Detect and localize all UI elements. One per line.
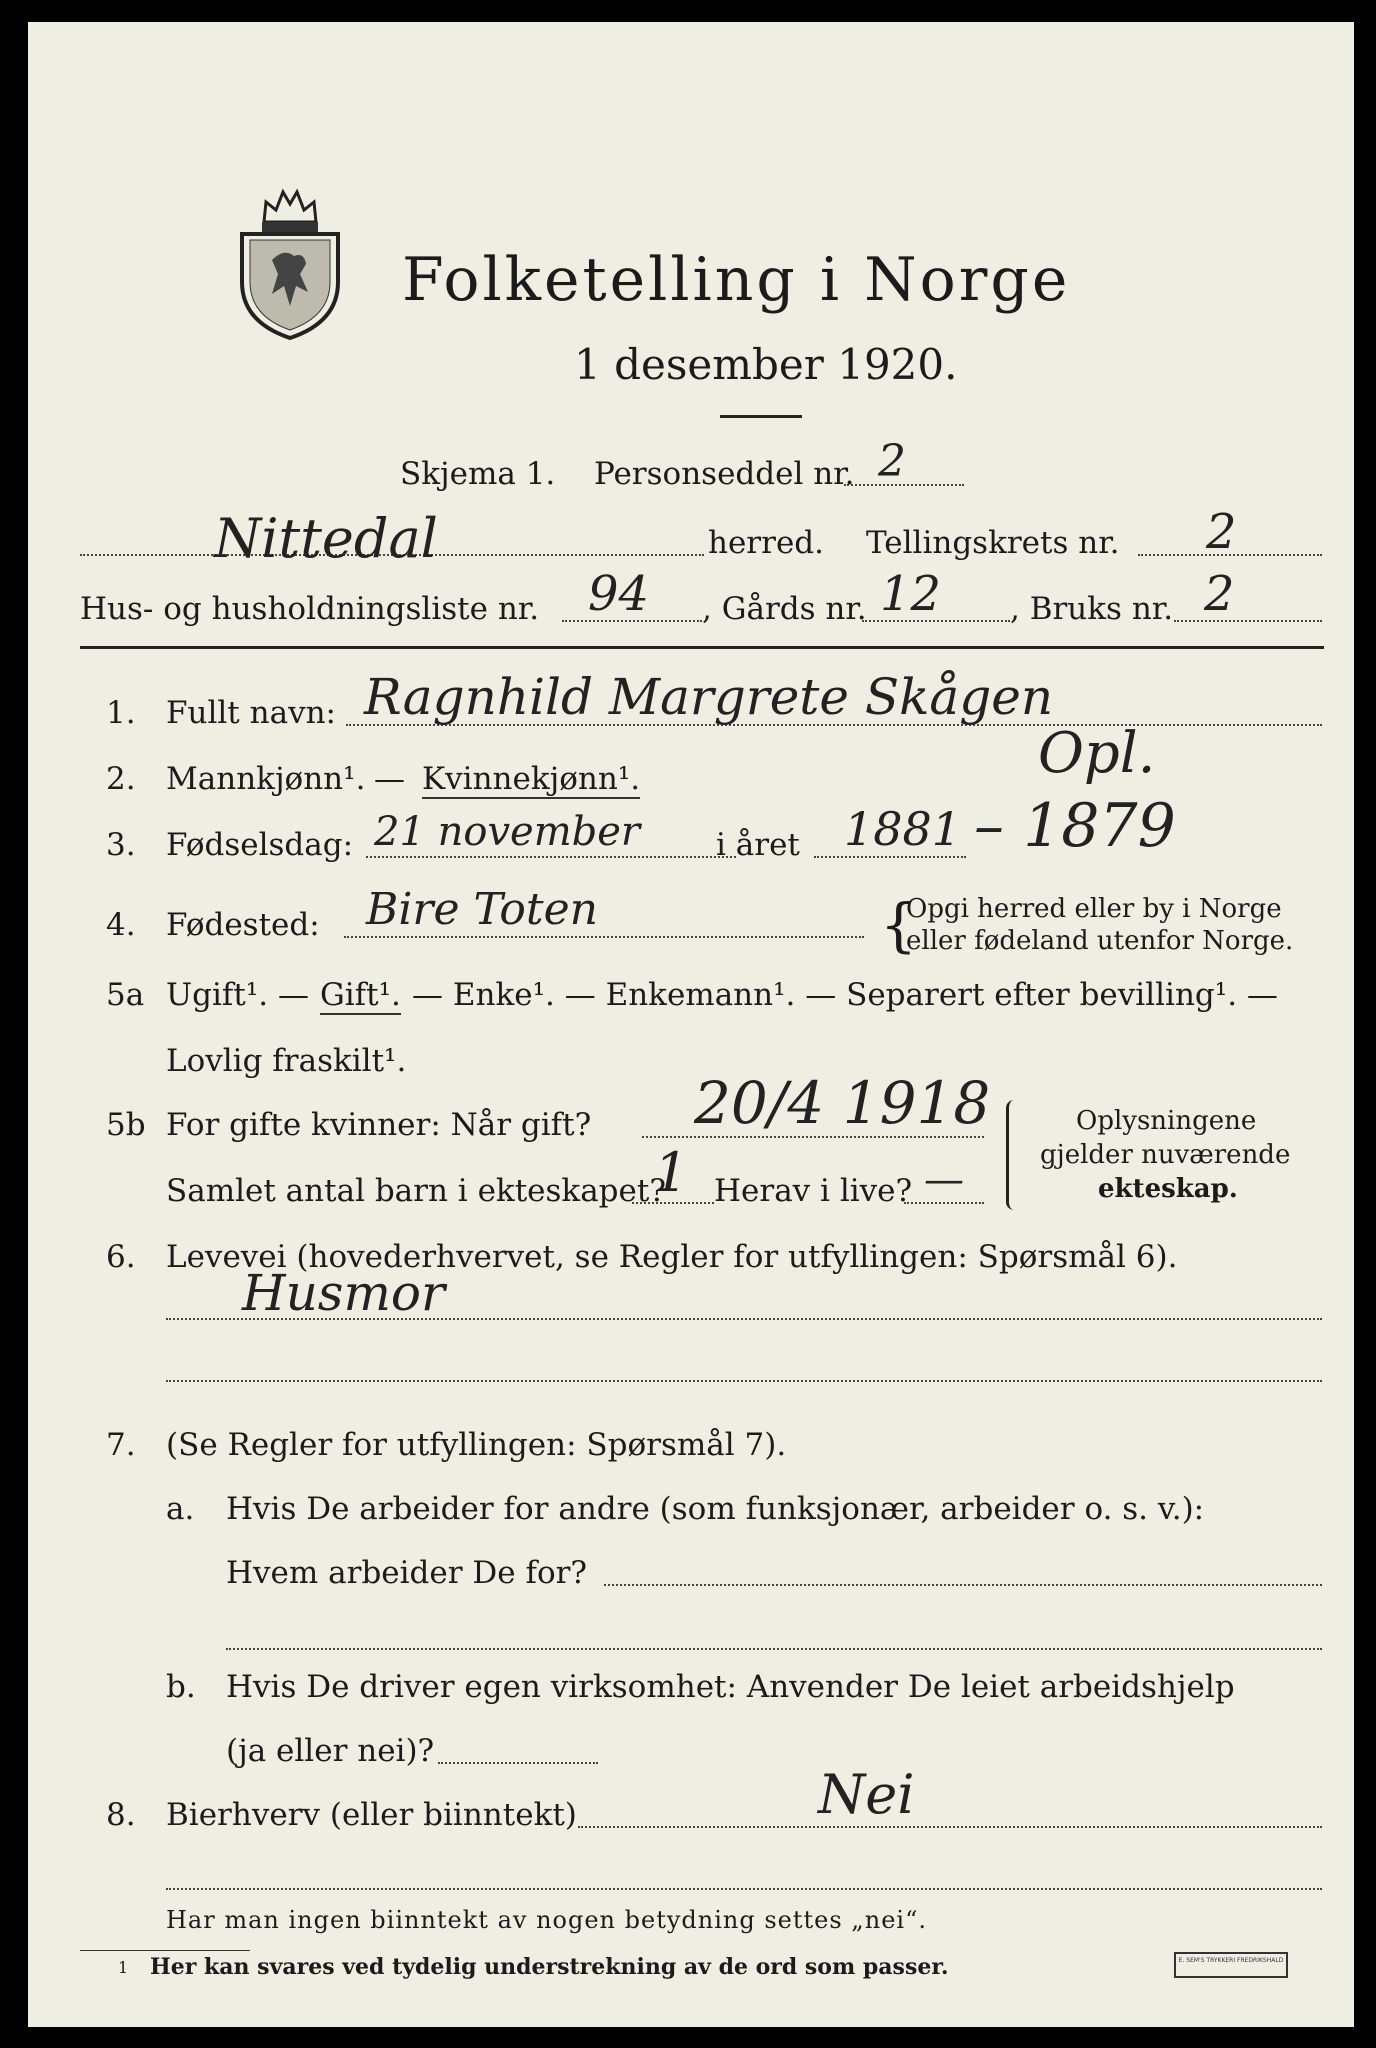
q4-birthplace[interactable]: Bire Toten: [366, 884, 598, 935]
q8-line: [578, 1826, 1322, 1828]
q4-help-line1: Opgi herred eller by i Norge: [906, 894, 1282, 924]
q8-label: Bierhverv (eller biinntekt): [166, 1797, 577, 1833]
q7a-letter: a.: [166, 1491, 195, 1527]
q5a-gift-underlined[interactable]: Gift¹.: [320, 977, 401, 1013]
q5b-living-children[interactable]: —: [924, 1157, 964, 1203]
q6-number: 6.: [106, 1239, 136, 1275]
q4-help-line2: eller fødeland utenfor Norge.: [906, 926, 1294, 956]
husliste-label: Hus- og husholdningsliste nr.: [80, 591, 540, 627]
q7a-extra-line: [226, 1648, 1322, 1650]
tellingskrets-value[interactable]: 2: [1206, 504, 1237, 560]
q7a-employer-label: Hvem arbeider De for?: [226, 1555, 588, 1591]
q3-year-line: [814, 856, 966, 858]
q6-line2: [166, 1380, 1322, 1382]
bruks-value[interactable]: 2: [1204, 566, 1235, 622]
q7a-label: Hvis De arbeider for andre (som funksjonær, arbeider o. s. v.):: [226, 1491, 1205, 1527]
footnote-text: Her kan svares ved tydelig understrekning av de ord som passer.: [150, 1954, 949, 1980]
q6-label: Levevei (hovederhvervet, se Regler for utfyllingen: Spørsmål 6).: [166, 1239, 1178, 1275]
q8-line2: [166, 1888, 1322, 1890]
q5b-barn-label: Samlet antal barn i ekteskapet?: [166, 1173, 666, 1209]
q7b-line[interactable]: [438, 1762, 598, 1764]
q5b-note-line3: ekteskap.: [1098, 1174, 1238, 1204]
q5b-children-count[interactable]: 1: [654, 1141, 689, 1204]
skjema-label: Skjema 1.: [400, 456, 556, 492]
q7-number: 7.: [106, 1427, 136, 1463]
footer-note: Har man ingen biinntekt av nogen betydning settes „nei“.: [166, 1906, 927, 1934]
q5b-note-bracket: [1006, 1100, 1019, 1210]
q2-margin-note: Opl.: [1038, 721, 1156, 786]
personseddel-label: Personseddel nr.: [594, 456, 855, 492]
q3-number: 3.: [106, 827, 136, 863]
q3-year-correction: – 1879: [974, 791, 1176, 861]
q5b-note-line2: gjelder nuværende: [1040, 1140, 1291, 1170]
q8-number: 8.: [106, 1797, 136, 1833]
tellingskrets-label: Tellingskrets nr.: [866, 525, 1120, 561]
q3-label: Fødselsdag:: [166, 827, 354, 863]
q2-dash: —: [374, 761, 405, 797]
herred-value[interactable]: Nittedal: [214, 507, 438, 570]
q6-occupation[interactable]: Husmor: [242, 1264, 445, 1322]
gards-value[interactable]: 12: [880, 566, 942, 622]
bruks-line: [1174, 620, 1322, 622]
footnote-mark: 1: [118, 1958, 129, 1977]
q7b-letter: b.: [166, 1669, 196, 1705]
q7a-employer-line[interactable]: [604, 1584, 1322, 1586]
q4-number: 4.: [106, 907, 136, 943]
q5b-number: 5b: [106, 1107, 146, 1143]
q3-birth-date[interactable]: 21 november: [374, 809, 641, 855]
q5b-marriage-date[interactable]: 20/4 1918: [694, 1069, 991, 1137]
husliste-value[interactable]: 94: [588, 566, 650, 622]
q2-number: 2.: [106, 761, 136, 797]
q4-label: Fødested:: [166, 907, 320, 943]
bruks-label: , Bruks nr.: [1010, 591, 1174, 627]
q7b-label: Hvis De driver egen virksomhet: Anvender De leiet arbeidshjelp: [226, 1669, 1235, 1705]
q5a-other-options[interactable]: — Enke¹. — Enkemann¹. — Separert efter bevilling¹. —: [412, 977, 1278, 1013]
q4-line: [344, 936, 864, 938]
q5a-fraskilt[interactable]: Lovlig fraskilt¹.: [166, 1043, 407, 1079]
printer-mark: [1174, 1952, 1288, 1978]
q5b-label: For gifte kvinner: Når gift?: [166, 1107, 592, 1143]
census-date: 1 desember 1920.: [574, 340, 958, 389]
q5b-note-line1: Oplysningene: [1076, 1106, 1257, 1136]
q2-kvinnekjonn-underlined[interactable]: Kvinnekjønn¹.: [422, 761, 641, 797]
q5a-ugift[interactable]: Ugift¹. —: [166, 977, 309, 1013]
title-divider: [720, 415, 802, 418]
q8-secondary-income[interactable]: Nei: [818, 1763, 915, 1826]
q5b-live-label: Herav i live?: [714, 1173, 913, 1209]
form-title: Folketelling i Norge: [402, 245, 1071, 315]
q3-date-line: [366, 856, 736, 858]
herred-label: herred.: [708, 525, 824, 561]
personseddel-value[interactable]: 2: [878, 436, 906, 487]
q3-aaret-label: i året: [716, 827, 800, 863]
q1-full-name[interactable]: Ragnhild Margrete Skågen: [364, 668, 1054, 726]
q1-label: Fullt navn:: [166, 695, 336, 731]
q7b-jaei-label: (ja eller nei)?: [226, 1733, 435, 1769]
q7-label: (Se Regler for utfyllingen: Spørsmål 7).: [166, 1427, 787, 1463]
coat-of-arms-icon: [234, 182, 346, 342]
header-rule: [80, 646, 1324, 649]
census-form-sheet: [28, 22, 1354, 2027]
footnote-rule: [80, 1950, 250, 1951]
q2-mannkjonn[interactable]: Mannkjønn¹.: [166, 761, 366, 797]
gards-label: , Gårds nr.: [702, 591, 867, 627]
q4-brace: {: [880, 891, 917, 959]
q1-number: 1.: [106, 695, 136, 731]
q3-birth-year[interactable]: 1881: [844, 802, 962, 856]
q5a-number: 5a: [106, 977, 145, 1013]
printer-text: E. SEM'S TRYKKERI FREDRIKSHALD: [1178, 1957, 1284, 1964]
